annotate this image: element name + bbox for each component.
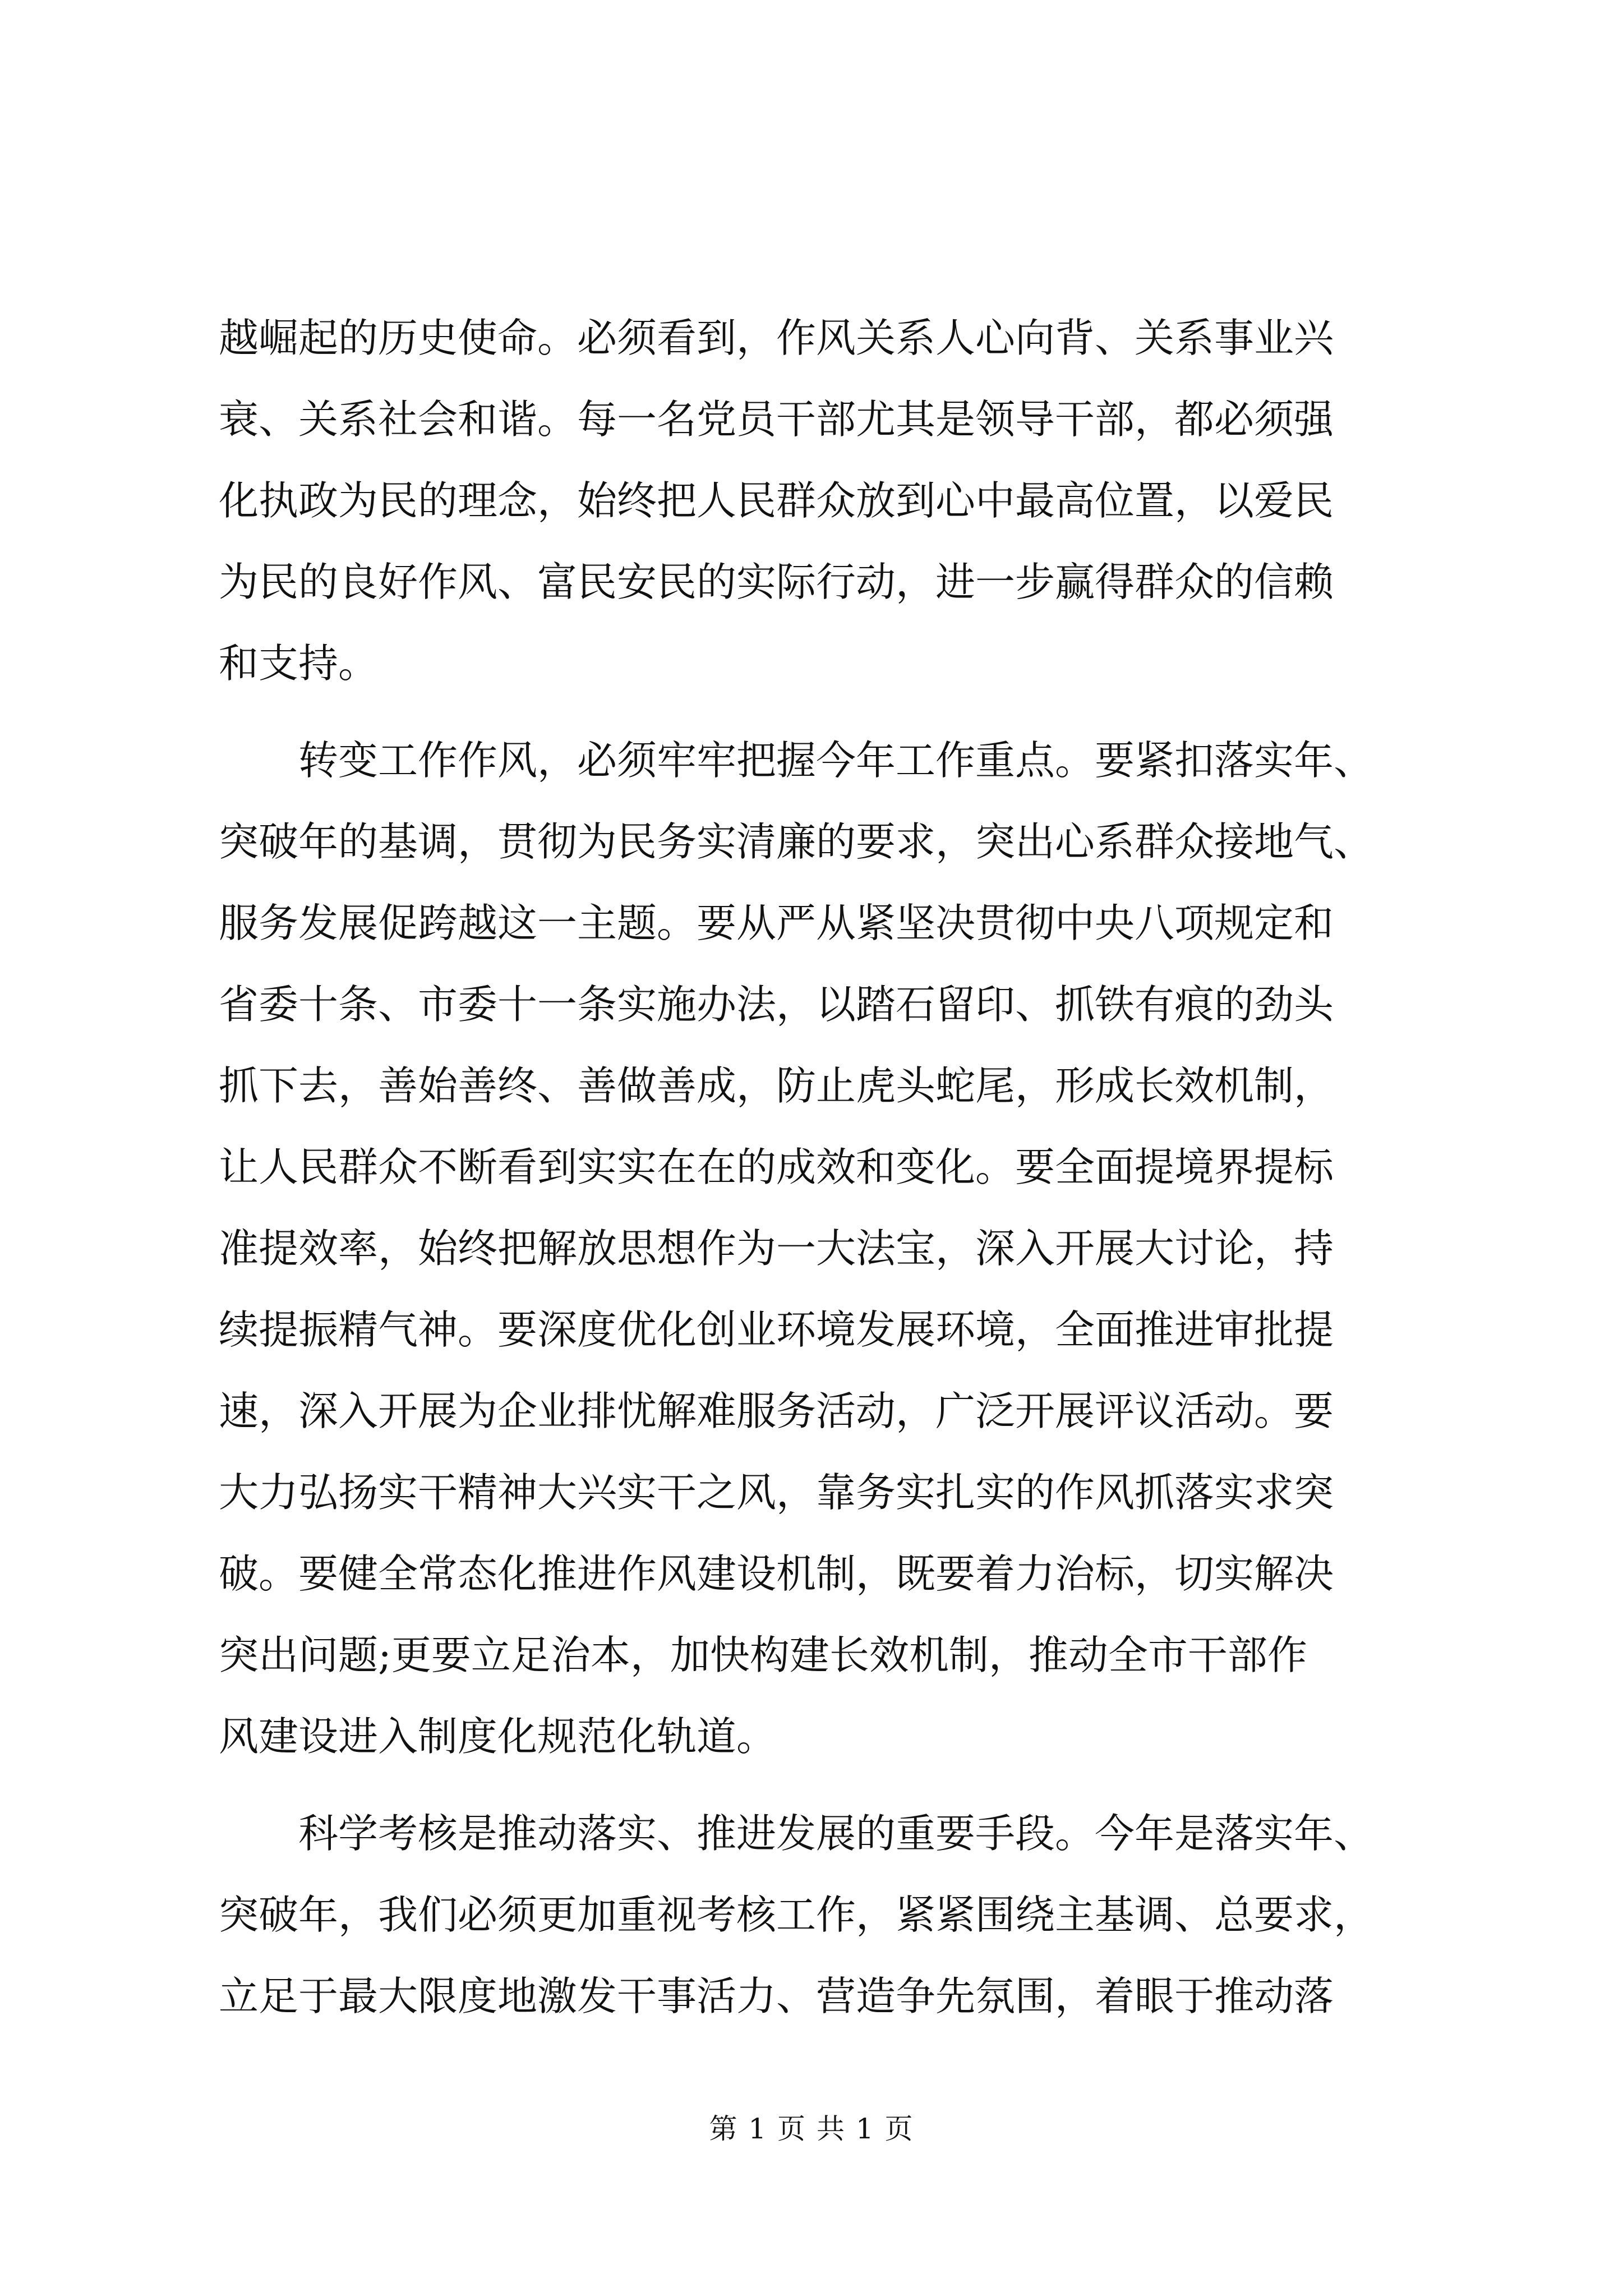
text-line: 突破年，我们必须更加重视考核工作，紧紧围绕主基调、总要求， [219, 1892, 1374, 1938]
paragraph-1 [219, 297, 1424, 704]
paragraph-3 [219, 1793, 1424, 2037]
text-line: 续提振精气神。要深度优化创业环境发展环境，全面推进审批提 [219, 1306, 1334, 1353]
text-line: 大力弘扬实干精神大兴实干之风，靠务实扎实的作风抓落实求突 [219, 1469, 1334, 1516]
document-body [219, 297, 1424, 2037]
text-line: 衰、关系社会和谐。每一名党员干部尤其是领导干部，都必须强 [219, 396, 1334, 443]
text-line: 和支持。 [219, 640, 379, 687]
page-footer: 第 1 页 共 1 页 [709, 2113, 914, 2145]
text-line: 速，深入开展为企业排忧解难服务活动，广泛开展评议活动。要 [219, 1388, 1334, 1434]
text-line: 化执政为民的理念，始终把人民群众放到心中最高位置，以爱民 [219, 477, 1334, 524]
text-line: 省委十条、市委十一条实施办法，以踏石留印、抓铁有痕的劲头 [219, 981, 1334, 1028]
text-line: 让人民群众不断看到实实在在的成效和变化。要全面提境界提标 [219, 1144, 1334, 1190]
paragraph-2 [219, 720, 1424, 1777]
text-line: 准提效率，始终把解放思想作为一大法宝，深入开展大讨论，持 [219, 1225, 1334, 1272]
text-line: 抓下去，善始善终、善做善成，防止虎头蛇尾，形成长效机制， [219, 1062, 1334, 1109]
text-line: 风建设进入制度化规范化轨道。 [219, 1713, 777, 1760]
paragraph-gap [219, 704, 1424, 720]
text-line: 科学考核是推动落实、推进发展的重要手段。今年是落实年、 [219, 1810, 1374, 1857]
text-line: 突出问题;更要立足治本，加快构建长效机制，推动全市干部作 [219, 1632, 1307, 1678]
text-line: 服务发展促跨越这一主题。要从严从紧坚决贯彻中央八项规定和 [219, 900, 1334, 946]
paragraph-gap [219, 1777, 1424, 1793]
text-line: 破。要健全常态化推进作风建设机制，既要着力治标，切实解决 [219, 1550, 1334, 1597]
text-line: 转变工作作风，必须牢牢把握今年工作重点。要紧扣落实年、 [219, 737, 1374, 784]
text-line: 立足于最大限度地激发干事活力、营造争先氛围，着眼于推动落 [219, 1973, 1334, 2019]
text-line: 突破年的基调，贯彻为民务实清廉的要求，突出心系群众接地气、 [219, 818, 1374, 865]
text-line: 越崛起的历史使命。必须看到，作风关系人心向背、关系事业兴 [219, 315, 1334, 361]
text-line: 为民的良好作风、富民安民的实际行动，进一步赢得群众的信赖 [219, 559, 1334, 605]
